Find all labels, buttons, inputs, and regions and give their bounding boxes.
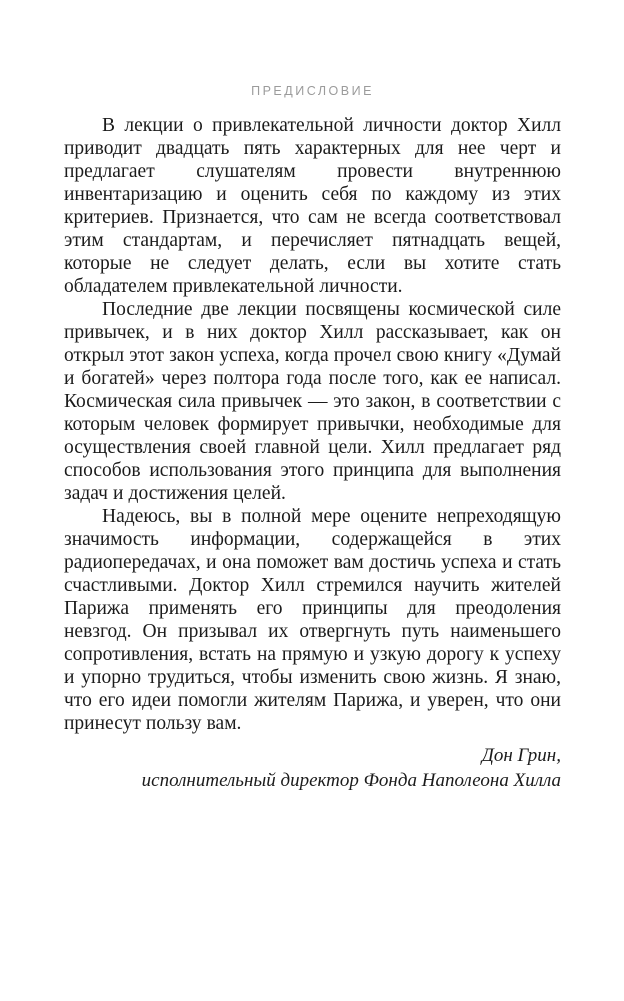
signature-name: Дон Грин, [481, 745, 561, 766]
body-text [64, 114, 561, 735]
paragraph-2: Последние две лекции посвящены космической силе привычек, и в них доктор Хилл рассказывает, как он открыл этот закон успеха, когда прочел свою книгу «Думай и богатей» через полтора года после того, как ее написал. Космическая сила привычек — это закон, в соответствии с которым человек формирует привычки, необходимые для осуществления своей главной цели. Хилл предлагает ряд способов использования этого принципа для выполнения задач и достижения целей. [64, 299, 561, 504]
chapter-header: ПРЕДИСЛОВИЕ [251, 84, 374, 98]
signature-block [64, 743, 561, 793]
paragraph-3: Надеюсь, вы в полной мере оцените непреходящую значимость информации, содержащейся в этих радиопередачах, и она поможет вам достичь успеха и стать счастливыми. Доктор Хилл стремился научить жителей Парижа применять его принципы для преодоления невзгод. Он призывал их отвергнуть путь наименьшего сопротивления, встать на прямую и узкую дорогу к успеху и упорно трудиться, чтобы изменить свою жизнь. Я знаю, что его идеи помогли жителям Парижа, и уверен, что они принесут пользу вам. [64, 506, 561, 734]
signature-title: исполнительный директор Фонда Наполеона Хилла [141, 770, 561, 791]
paragraph-1: В лекции о привлекательной личности доктор Хилл приводит двадцать пять характерных для нее черт и предлагает слушателям провести внутреннюю инвентаризацию и оценить себя по каждому из этих критериев. Признается, что сам не всегда соответствовал этим стандартам, и перечисляет пятнадцать вещей, которые не следует делать, если вы хотите стать обладателем привлекательной личности. [64, 115, 561, 297]
